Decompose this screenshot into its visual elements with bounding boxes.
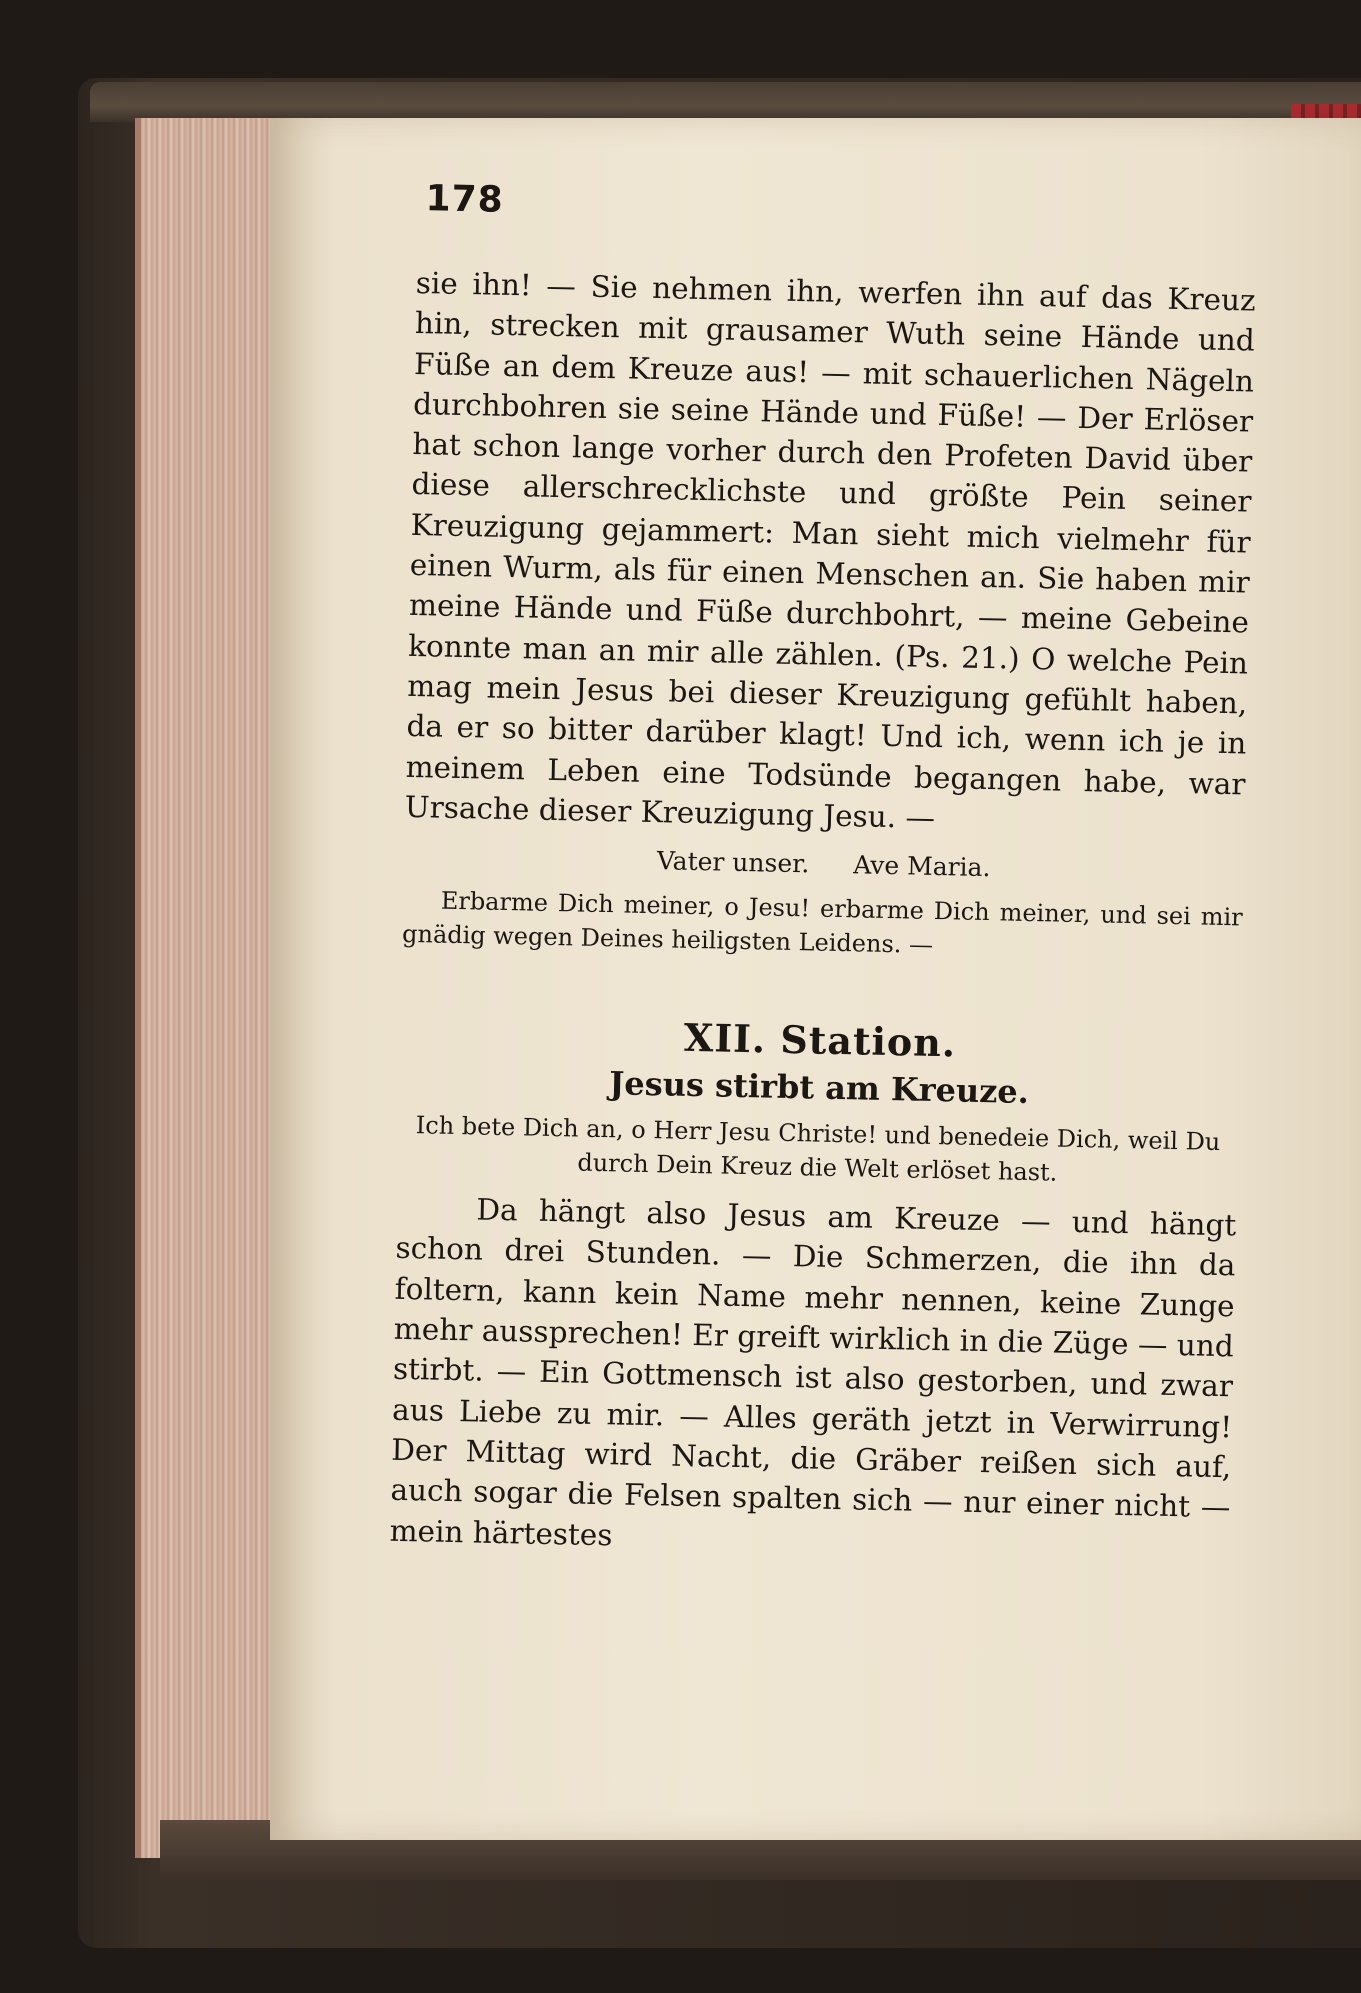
closing-prayer: Erbarme Dich meiner, o Jesu! erbarme Dich meiner, und sei mir gnädig wegen Deines heiligsten Leidens. —	[401, 886, 1243, 960]
station-title: XII. Station.	[683, 1014, 957, 1066]
prayer-vater-unser: Vater unser.	[656, 846, 810, 879]
page-stack-edges	[135, 118, 281, 1858]
paragraph-crucifixion: sie ihn! — Sie nehmen ihn, werfen ihn auf das Kreuz hin, strecken mit grausamer Wuth seine Hände und Füße an dem Kreuze aus! — mit schauerlichen Nägeln durchbohren sie seine Hände und Füße! — Der Erlöser hat schon lange vorher durch den Profeten David über diese allerschrecklichste und größte Pein seiner Kreuzigung gejammert: Man sieht mich vielmehr für einen Wurm, als für einen Menschen an. Sie haben mir meine Hände und Füße durchbohrt, — meine Gebeine konnte man an mir alle zählen. (Ps. 21.) O welche Pein mag mein Jesus bei dieser Kreuzigung gefühlt haben, da er so bitter darüber klagt! Und ich, wenn ich je in meinem Leben eine Todsünde begangen habe, war Ursache dieser Kreuzigung Jesu. —	[404, 265, 1256, 835]
book-page	[270, 118, 1361, 1840]
prayer-line	[403, 837, 1244, 893]
prayer-ave-maria: Ave Maria.	[852, 850, 991, 883]
red-edge-marking	[1291, 104, 1361, 118]
book-cover-top-edge	[90, 82, 1361, 122]
page-content	[389, 178, 1258, 1568]
page-number: 178	[425, 178, 505, 221]
paragraph-death: Da hängt also Jesus am Kreuze — und hängt schon drei Stunden. — Die Schmerzen, die ihn da foltern, kann kein Name mehr nennen, keine Zunge mehr aussprechen! Er greift wirklich in die Züge — und stirbt. — Ein Gottmensch ist also gestorben, und zwar aus Liebe zu mir. — Alles geräth jetzt in Verwirrung! Der Mittag wird Nacht, die Gräber reißen sich auf, auch sogar die Felsen spalten sich — nur einer nicht — mein härtestes	[389, 1192, 1237, 1552]
station-subtitle: Jesus stirbt am Kreuze.	[608, 1064, 1030, 1112]
opening-prayer: Ich bete Dich an, o Herr Jesu Christe! und benedeie Dich, weil Du durch Dein Kreuz die Welt erlöset hast.	[415, 1111, 1221, 1187]
